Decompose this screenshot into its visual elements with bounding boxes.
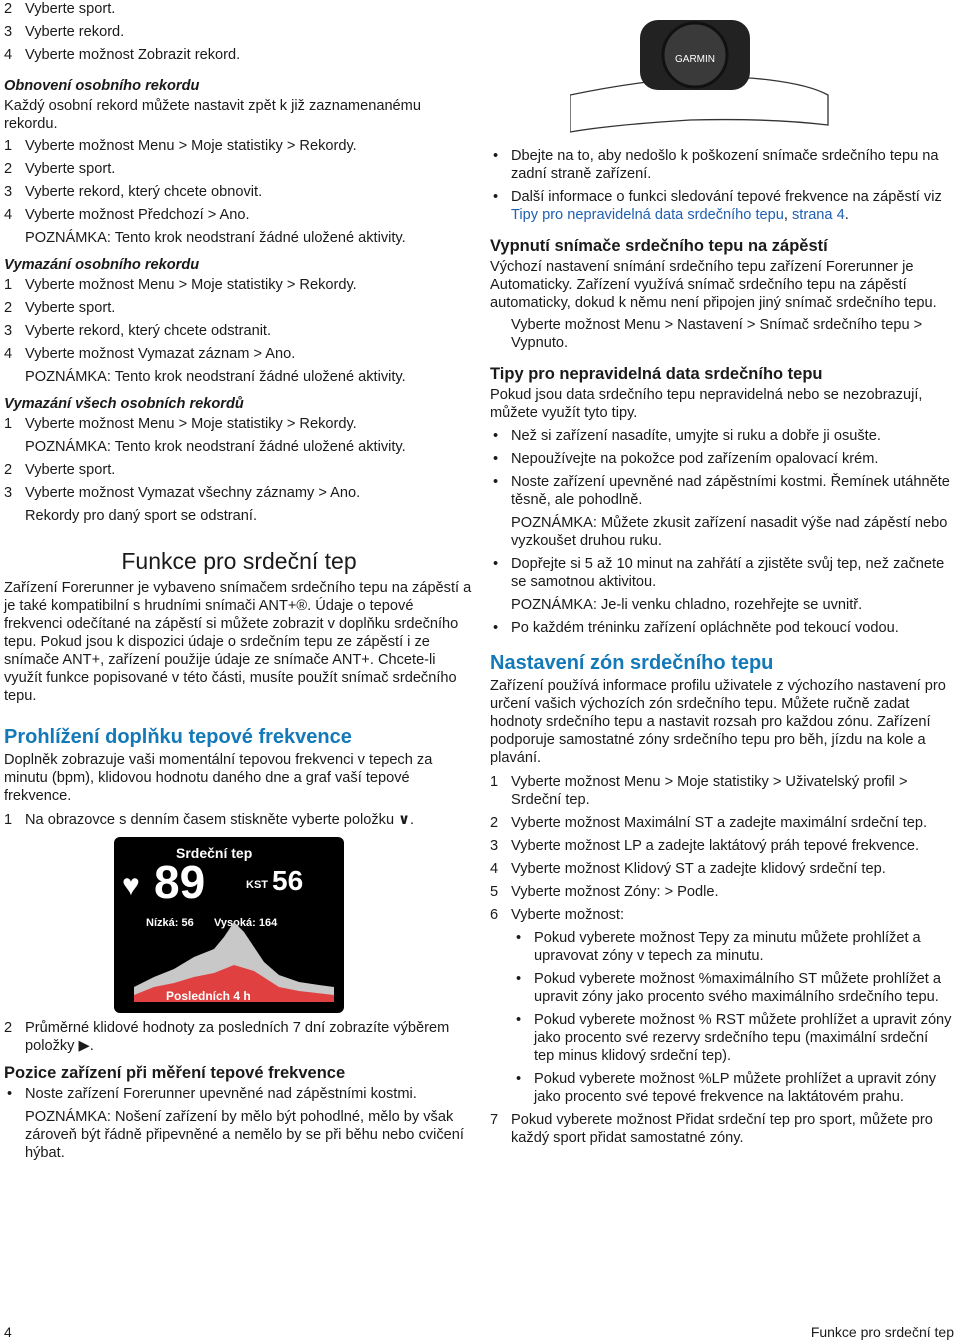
step: 2 Vyberte sport.: [4, 1, 116, 17]
hr-intro: Zařízení Forerunner je vybaveno snímačem srdečního tepu na zápěstí a je také kompatibilní s hrudními snímači ANT+®. Údaje o tepové frekvenci odečítané na zápěstí si můžete zobrazit v doplňku srdečního tepu. Pokud jsou k dispozici údaje o srdečním tepu ze zápěstí i ze snímače ANT+, zařízení použije údaje ze snímače ANT+. Chcete-li využít funkce popisované v této části, musíte použít snímač srdečního tepu.: [4, 580, 472, 704]
step: 6 Vyberte možnost:: [490, 907, 625, 923]
tips-title: Tipy pro nepravidelná data srdečního tepu: [490, 365, 823, 383]
step: 3 Vyberte rekord, který chcete obnovit.: [4, 184, 263, 200]
page-link[interactable]: strana 4: [791, 207, 845, 223]
bullet: • Dbejte na to, aby nedošlo k poškození snímače srdečního tepu na zadní straně zařízení.: [490, 147, 952, 183]
widget-intro: Doplněk zobrazuje vaši momentální tepovou frekvenci v tepech za minutu (bpm), klidovou hodnotu daného dne a graf vaší tepové frekvence.: [4, 752, 433, 804]
step: 5 Vyberte možnost Zóny: > Podle.: [490, 884, 719, 900]
right-column: [490, 0, 952, 1152]
bullet: • Noste zařízení Forerunner upevněné nad zápěstními kostmi.: [4, 1085, 474, 1103]
tips-link[interactable]: Tipy pro nepravidelná data srdečního tepu: [511, 207, 784, 223]
restore-title: Obnovení osobního rekordu: [4, 78, 200, 94]
footer-section: Funkce pro srdeční tep: [810, 1324, 954, 1340]
note: POZNÁMKA: Je-li venku chladno, rozehřejte se uvnitř.: [511, 597, 863, 613]
step: 4 Vyberte možnost Vymazat záznam > Ano.: [4, 346, 296, 362]
off-title: Vypnutí snímače srdečního tepu na zápěstí: [490, 237, 828, 255]
step: 7 Pokud vyberete možnost Přidat srdeční tep pro sport, můžete pro každý sport přidat samostatné zóny.: [490, 1112, 933, 1146]
step: 1 Vyberte možnost Menu > Moje statistiky > Rekordy.: [4, 138, 357, 154]
hr-title: Funkce pro srdeční tep: [121, 548, 357, 574]
bpm-value: 89: [154, 856, 206, 908]
screen-footer: Posledních 4 h: [166, 989, 251, 1003]
wearing-title: Pozice zařízení při měření tepové frekvence: [4, 1064, 346, 1082]
off-step: Vyberte možnost Menu > Nastavení > Snímač srdečního tepu > Vypnuto.: [511, 317, 923, 351]
option: • Pokud vyberete možnost % RST můžete prohlížet a upravit zóny jako procento své rezervy srdečního tepu (maximální srdeční tep minus klidový srdeční tep).: [490, 1011, 952, 1065]
step: 3 Vyberte možnost LP a zadejte laktátový práh tepové frekvence.: [490, 838, 920, 854]
step: 2 Vyberte sport.: [4, 161, 116, 177]
result: Rekordy pro daný sport se odstraní.: [25, 508, 257, 524]
restore-intro: Každý osobní rekord můžete nastavit zpět k již zaznamenanému rekordu.: [4, 98, 421, 132]
chevron-down-icon: ∨: [398, 812, 410, 828]
step: 2 Vyberte možnost Maximální ST a zadejte maximální srdeční tep.: [490, 815, 928, 831]
option: • Pokud vyberete možnost %maximálního ST můžete prohlížet a upravit zóny jako procento svého maximálního srdečního tepu.: [490, 970, 952, 1006]
step: 1 Vyberte možnost Menu > Moje statistiky > Uživatelský profil > Srdeční tep.: [490, 774, 908, 808]
bullet: • Po každém tréninku zařízení opláchněte pod tekoucí vodou.: [490, 619, 952, 637]
step: 2 Vyberte sport.: [4, 462, 116, 478]
max-label: Vysoká: 164: [214, 917, 278, 929]
delete-all-title: Vymazání všech osobních rekordů: [4, 396, 244, 412]
note: POZNÁMKA: Tento krok neodstraní žádné uložené aktivity.: [25, 230, 406, 246]
step: 4 Vyberte možnost Klidový ST a zadejte klidový srdeční tep.: [490, 861, 886, 877]
watch-on-wrist-illustration: [570, 0, 830, 135]
zones-title: Nastavení zón srdečního tepu: [490, 652, 774, 674]
step: 3 Vyberte rekord, který chcete odstranit.: [4, 323, 272, 339]
step: 1 Na obrazovce s denním časem stiskněte vyberte položku ∨.: [4, 812, 415, 828]
step: 2 Vyberte sport.: [4, 300, 116, 316]
bullet: • Nepoužívejte na pokožce pod zařízením opalovací krém.: [490, 450, 952, 468]
widget-title: Prohlížení doplňku tepové frekvence: [4, 726, 352, 748]
left-column: [4, 0, 474, 1167]
step: 4 Vyberte možnost Zobrazit rekord.: [4, 47, 241, 63]
step: 3 Vyberte rekord.: [4, 24, 125, 40]
option: • Pokud vyberete možnost %LP můžete prohlížet a upravit zóny jako procento své tepové frekvence na laktátovém prahu.: [490, 1070, 952, 1106]
off-text: Výchozí nastavení snímání srdečního tepu zařízení Forerunner je Automaticky. Zařízení využívá snímač srdečního tepu na zápěstí automaticky, dokud k němu není připojen jiný snímač srdečního tepu.: [490, 259, 937, 311]
zones-intro: Zařízení používá informace profilu uživatele z výchozího nastavení pro určení vašich výchozích zón srdečního tepu. Můžete ručně zadat hodnoty srdečního tepu a nastavit rozsah pro každou zónu. Zařízení podporuje samostatné zóny srdečního tepu pro běh, jízdu na kole a plavání.: [490, 678, 946, 766]
note: POZNÁMKA: Můžete zkusit zařízení nasadit výše nad zápěstí nebo vyzkoušet druhou ruku.: [511, 515, 948, 549]
step: 1 Vyberte možnost Menu > Moje statistiky > Rekordy.: [4, 277, 357, 293]
play-icon: ▶: [78, 1038, 90, 1054]
option: • Pokud vyberete možnost Tepy za minutu můžete prohlížet a upravovat zóny v tepech za minutu.: [490, 929, 952, 965]
note: POZNÁMKA: Nošení zařízení by mělo být pohodlné, mělo by však zároveň být řádně připevněné a nemělo by se při běhu nebo cvičení hýbat.: [25, 1109, 464, 1161]
tips-intro: Pokud jsou data srdečního tepu nepravidelná nebo se nezobrazují, můžete využít tyto tipy.: [490, 387, 923, 421]
step: 1 Vyberte možnost Menu > Moje statistiky > Rekordy.: [4, 416, 357, 432]
bullet: • Noste zařízení upevněné nad zápěstními kostmi. Řemínek utáhněte těsně, ale pohodlně.: [490, 473, 952, 509]
bullet: • Než si zařízení nasadíte, umyjte si ruku a dobře ji osušte.: [490, 427, 952, 445]
note: POZNÁMKA: Tento krok neodstraní žádné uložené aktivity.: [25, 439, 406, 455]
min-label: Nízká: 56: [146, 917, 194, 929]
kst-label: KST: [246, 879, 268, 891]
kst-value: 56: [272, 865, 304, 896]
delete-one-title: Vymazání osobního rekordu: [4, 257, 200, 273]
hr-graph: [114, 837, 344, 1013]
heart-icon: ♥: [122, 869, 140, 902]
step: 2 Průměrné klidové hodnoty za posledních 7 dní zobrazíte výběrem položky ▶.: [4, 1020, 450, 1054]
watch-brand: GARMIN: [675, 54, 715, 65]
step: 3 Vyberte možnost Vymazat všechny záznamy > Ano.: [4, 485, 361, 501]
step: 4 Vyberte možnost Předchozí > Ano.: [4, 207, 250, 223]
note: POZNÁMKA: Tento krok neodstraní žádné uložené aktivity.: [25, 369, 406, 385]
page-number: 4: [4, 1324, 12, 1340]
bullet: • Dopřejte si 5 až 10 minut na zahřátí a zjistěte svůj tep, než začnete se samotnou aktivitou.: [490, 555, 952, 591]
bullet: • Další informace o funkci sledování tepové frekvence na zápěstí viz Tipy pro nepravidelná data srdečního tepu, strana 4.: [490, 188, 952, 224]
screen-header: Srdeční tep: [176, 845, 253, 861]
hr-widget-screen: [114, 837, 344, 1013]
